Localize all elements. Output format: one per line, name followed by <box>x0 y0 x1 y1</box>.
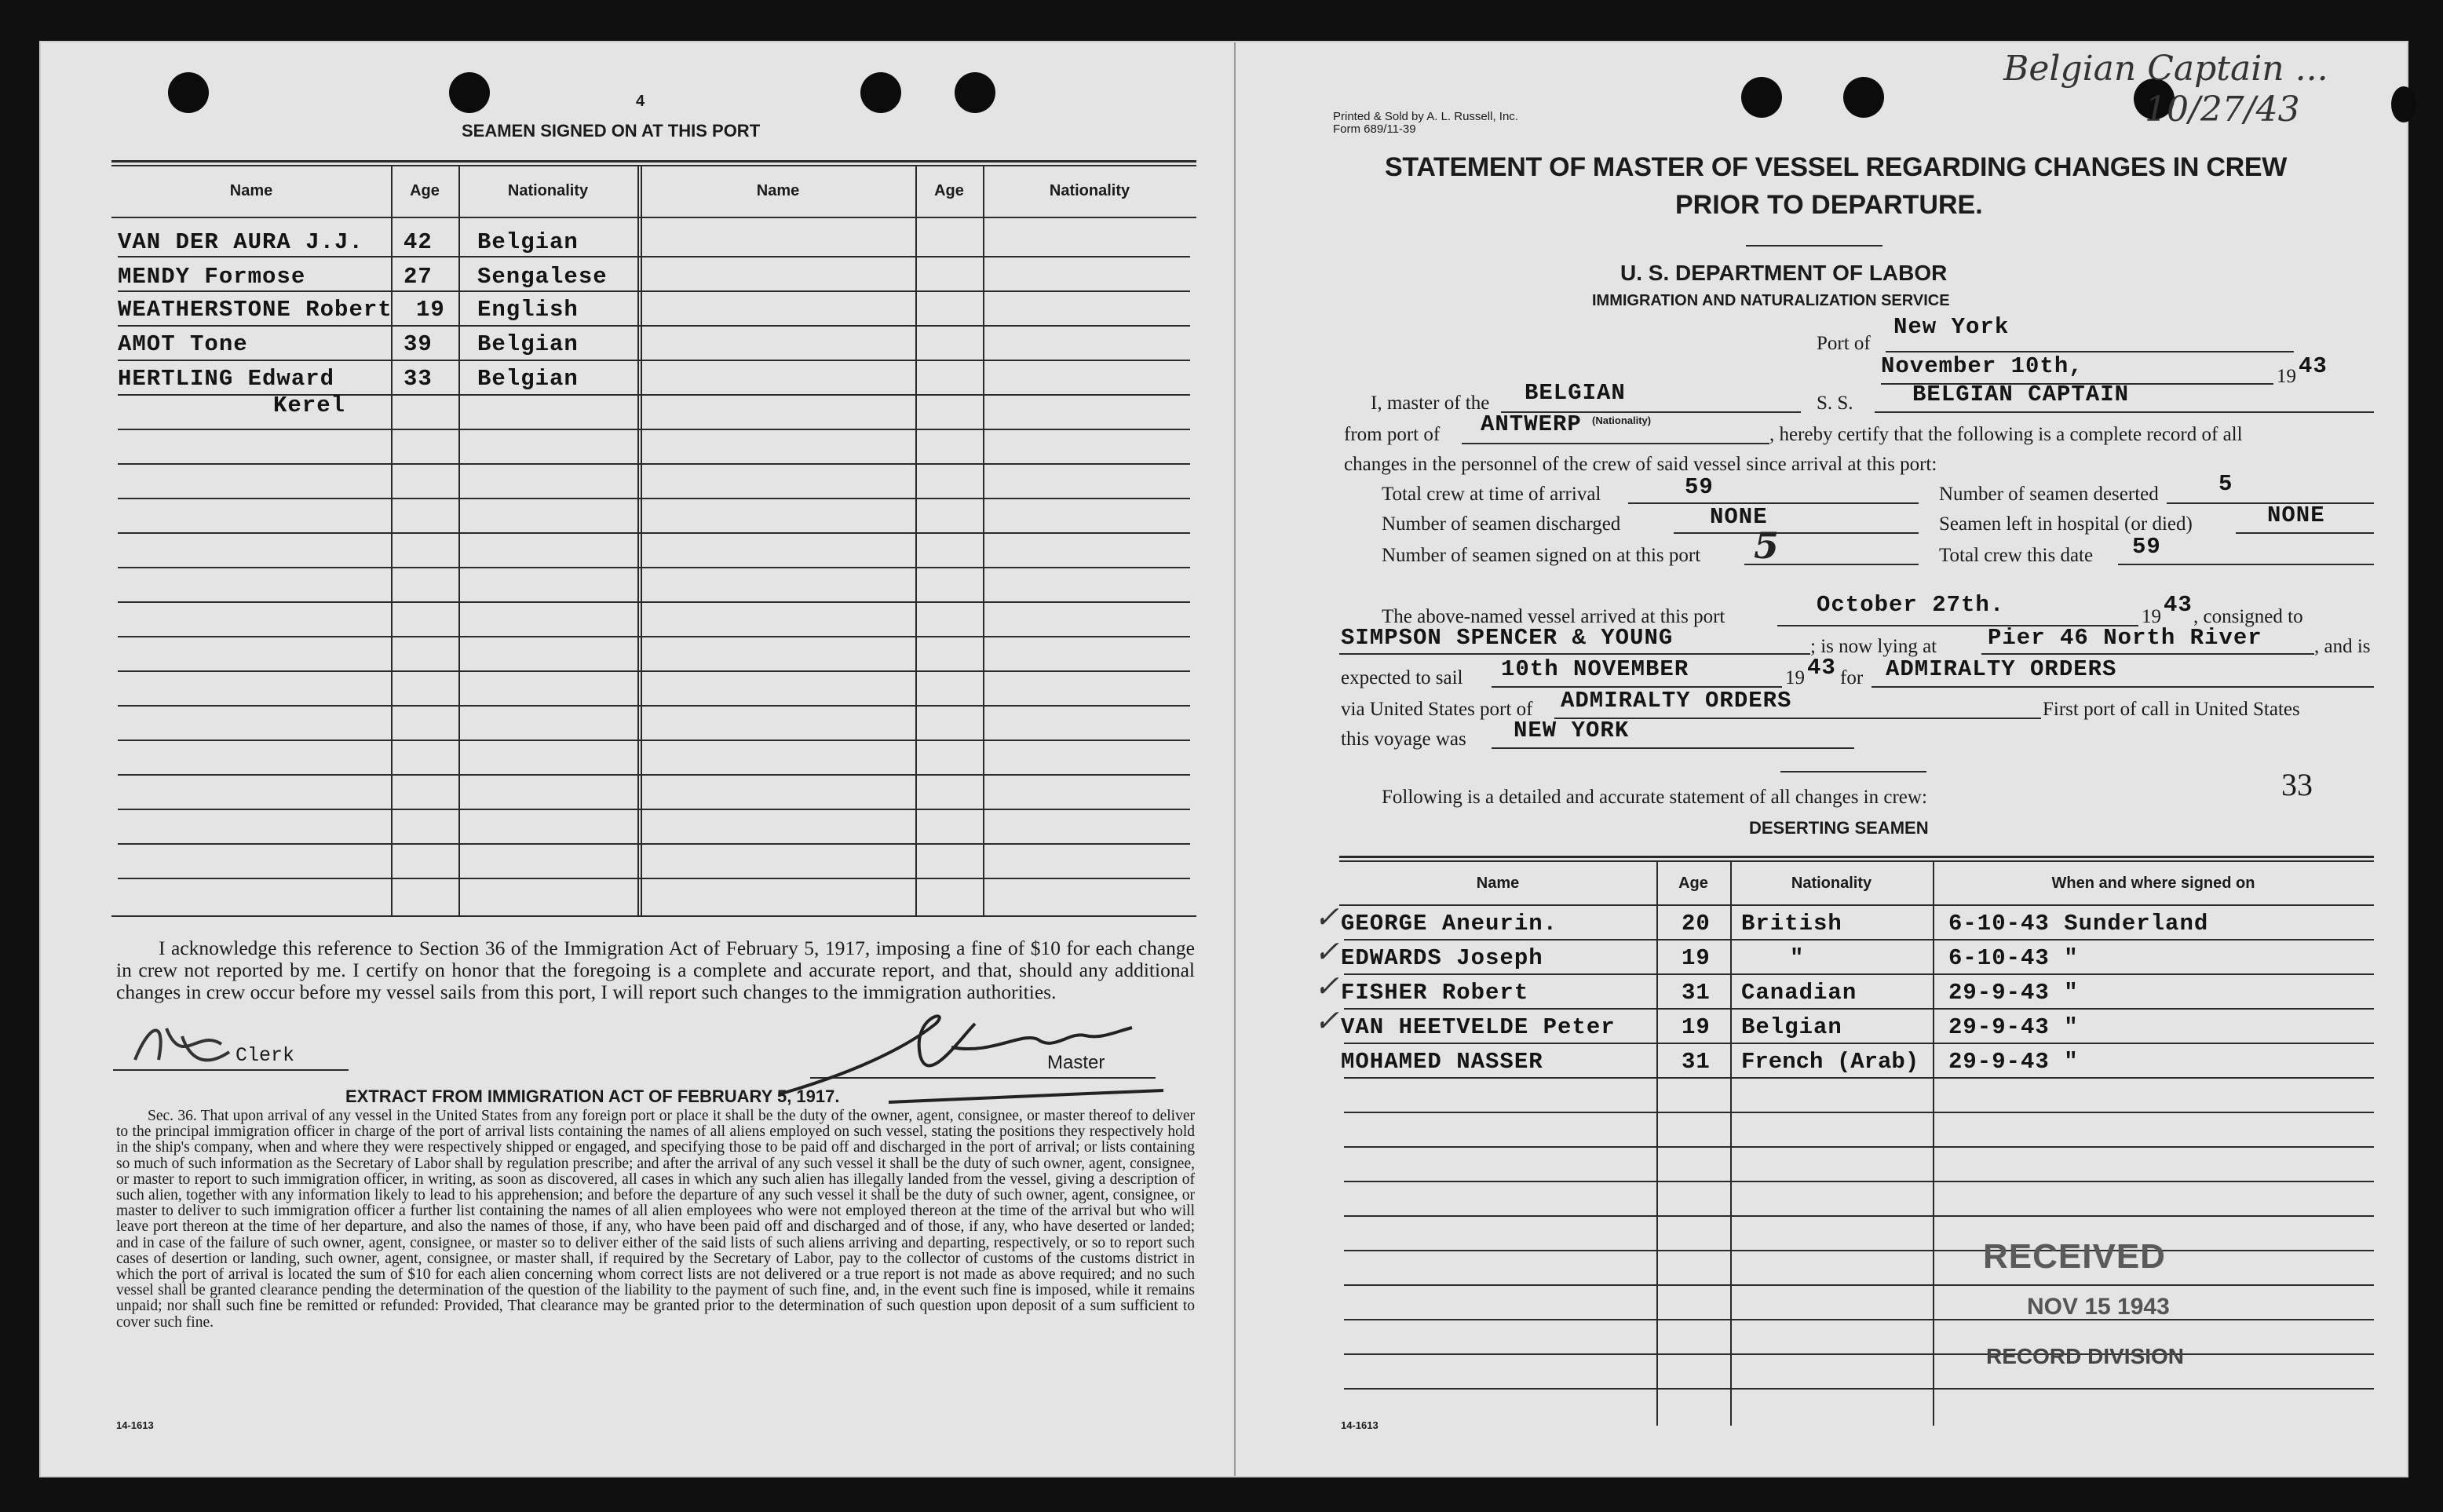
column-divider <box>391 165 393 915</box>
table-top-rule <box>1339 856 2374 858</box>
sail-year-value: 43 <box>1807 655 1836 681</box>
deserter-name: VAN HEETVELDE Peter <box>1341 1014 1616 1040</box>
seaman-name-continued: Kerel <box>273 393 346 418</box>
row-rule <box>118 429 1190 430</box>
page-number: 4 <box>636 93 645 110</box>
row-rule <box>118 532 1190 534</box>
row-rule <box>1344 1112 2374 1113</box>
table-top-rule <box>111 160 1196 163</box>
signed-on-label: Number of seamen signed on at this port <box>1382 545 1701 566</box>
seamen-discharged-label: Number of seamen discharged <box>1382 513 1621 535</box>
extract-text: Sec. 36. That upon arrival of any vessel in the United States from any foreign port or place it shall be the duty of the owner, agent, consignee, or master thereof to deliver to the principal immigration officer in charge of the port of arrival lists containing the names of all aliens employed on such vessel, stating the positions they respectively hold in the ship's company, when and where they were respectively shipped or engaged, and specifying those to be paid off and discharged in the port of arrival; or lists containing so much of such information as the Secretary of Labor shall by regulation prescribe; and after the arrival of any such vessel it shall be the duty of such owner, agent, consignee, or master to report to such immigration officer, in writing, as soon as discovered, all cases in which any such alien has illegally landed from the vessel, giving a description of such alien, together with any information likely to lead to his apprehension; and before the departure of any such vessel it shall be the duty of such owner, agent, consignee, or master to deliver to such immigration officer a further list containing the names of all alien employees who were not employed thereon at the time of the arrival but who will leave port thereon at the time of her departure, and also the names of those, if any, who have been paid off and discharged and of those, if any, who have deserted or landed; and in case of the failure of such owner, agent, consignee, or master so to deliver either of the said lists of such aliens arriving and departing, respectively, or so to report such cases of desertion or landing, such owner, agent, consignee, or master shall, if required by the Secretary of Labor, pay to the collector of customs of the customs district in which the port of arrival is located the sum of $10 for each alien concerning whom correct lists are not delivered or a true report is not made as above required; and no such vessel shall be granted clearance pending the determination of the question of the liability to the payment of such fine, and, in the event such fine is imposed, while it remains unpaid; nor shall such fine be remitted or refunded: Provided, That clearance may be granted prior to the determination of such question upon deposit of a sum sufficient to cover such fine. <box>116 1108 1195 1331</box>
row-rule <box>118 498 1190 499</box>
seaman-age: 33 <box>404 366 433 392</box>
voyage-value: NEW YORK <box>1514 718 1630 743</box>
row-rule <box>118 325 1190 327</box>
for-value: ADMIRALTY ORDERS <box>1886 656 2117 682</box>
first-port-label: First port of call in United States <box>2043 699 2300 720</box>
column-header-name: Name <box>1476 875 1520 892</box>
row-rule <box>118 636 1190 637</box>
year-value: 43 <box>2299 353 2328 379</box>
form-number: Form 689/11-39 <box>1333 122 1416 136</box>
port-label: Port of <box>1817 333 1871 354</box>
form-code: 14-1613 <box>1341 1419 1379 1431</box>
column-divider <box>641 165 642 915</box>
deserter-signed-on: 29-9-43 " <box>1948 1014 2079 1040</box>
arrived-label: The above-named vessel arrived at this port <box>1382 606 1725 627</box>
printer-line: Printed & Sold by A. L. Russell, Inc. <box>1333 110 1518 123</box>
document-page <box>39 41 2408 1477</box>
field-line <box>1492 747 1854 749</box>
row-rule <box>118 774 1190 776</box>
seamen-hospital-value: NONE <box>2267 502 2325 528</box>
row-rule <box>1344 1146 2374 1148</box>
row-rule <box>1344 1319 2374 1320</box>
row-rule <box>1344 1043 2374 1044</box>
port-field-line <box>1886 351 2294 352</box>
seaman-age: 39 <box>404 331 433 357</box>
seaman-nationality: Sengalese <box>477 264 608 290</box>
seaman-name: VAN DER AURA J.J. <box>118 229 363 255</box>
changes-text: changes in the personnel of the crew of said vessel since arrival at this port: <box>1344 454 1937 475</box>
row-rule <box>1344 1353 2374 1355</box>
service-name: IMMIGRATION AND NATURALIZATION SERVICE <box>1592 292 1950 309</box>
seamen-deserted-label: Number of seamen deserted <box>1939 484 2159 505</box>
record-division-stamp: RECORD DIVISION <box>1986 1344 2185 1368</box>
checkmark-icon: ✓ <box>1314 900 1339 934</box>
seaman-name: MENDY Formose <box>118 264 306 290</box>
lying-value: Pier 46 North River <box>1988 625 2262 651</box>
row-rule <box>1344 1077 2374 1079</box>
received-stamp: RECEIVED <box>1983 1237 2166 1276</box>
document-title: STATEMENT OF MASTER OF VESSEL REGARDING CHANGES IN CREW <box>1385 152 2287 182</box>
handwritten-note: Belgian Captain ... <box>2003 49 2328 89</box>
column-header-name: Name <box>756 182 800 199</box>
column-header-when-where: When and where signed on <box>2051 875 2255 892</box>
table-top-rule <box>1339 860 2374 862</box>
form-code: 14-1613 <box>116 1419 154 1431</box>
deserter-age: 31 <box>1682 1049 1711 1075</box>
row-rule <box>118 290 1190 292</box>
row-rule <box>118 567 1190 568</box>
for-label: for <box>1840 667 1864 688</box>
seaman-age: 27 <box>404 264 433 290</box>
deserter-signed-on: 6-10-43 Sunderland <box>1948 911 2209 937</box>
from-port-label: from port of <box>1344 424 1441 445</box>
deserter-age: 31 <box>1682 980 1711 1006</box>
document-title-line2: PRIOR TO DEPARTURE. <box>1675 190 1983 220</box>
number-33: 33 <box>2281 767 2313 802</box>
row-rule <box>118 705 1190 707</box>
ship-name-field-line <box>1875 411 2374 413</box>
row-rule <box>1344 973 2374 975</box>
title-underline <box>1746 245 1882 247</box>
department-name: U. S. DEPARTMENT OF LABOR <box>1620 261 1948 285</box>
column-header-name: Name <box>229 182 273 199</box>
table-header-rule <box>111 217 1196 218</box>
column-divider <box>458 165 460 915</box>
row-rule <box>1344 939 2374 940</box>
row-rule <box>118 670 1190 672</box>
deserter-nationality: Canadian <box>1741 980 1857 1006</box>
row-rule <box>118 601 1190 603</box>
seaman-age: 19 <box>416 297 445 323</box>
received-stamp-date: NOV 15 1943 <box>2027 1294 2170 1320</box>
arrival-year-value: 43 <box>2164 592 2193 618</box>
certify-text: , hereby certify that the following is a complete record of all <box>1769 424 2243 445</box>
row-rule <box>118 740 1190 741</box>
vessel-nationality-value: BELGIAN <box>1525 380 1626 406</box>
row-rule <box>1344 1388 2374 1390</box>
punch-hole <box>449 72 490 113</box>
row-rule <box>1344 1284 2374 1286</box>
column-divider <box>915 165 917 915</box>
clerk-label: Clerk <box>236 1044 295 1067</box>
field-line <box>1628 502 1919 504</box>
row-rule <box>1344 1215 2374 1217</box>
expected-value: 10th NOVEMBER <box>1501 656 1689 682</box>
column-header-age: Age <box>934 182 964 199</box>
column-divider <box>1933 860 1934 1426</box>
seaman-name: WEATHERSTONE Robert <box>118 297 393 323</box>
punch-hole <box>860 72 901 113</box>
deserter-age: 19 <box>1682 1014 1711 1040</box>
following-label: Following is a detailed and accurate statement of all changes in crew: <box>1382 787 1927 808</box>
punch-hole <box>1741 77 1782 118</box>
row-rule <box>118 463 1190 465</box>
row-rule <box>118 878 1190 879</box>
and-is-label: , and is <box>2314 636 2371 657</box>
via-label: via United States port of <box>1341 699 1533 720</box>
row-rule <box>118 360 1190 361</box>
seaman-nationality: Belgian <box>477 366 579 392</box>
row-rule <box>1344 1181 2374 1182</box>
table-header-rule <box>1339 904 2374 906</box>
master-of-label: I, master of the <box>1371 393 1490 414</box>
seaman-nationality: Belgian <box>477 331 579 357</box>
seaman-age: 42 <box>404 229 433 255</box>
row-rule <box>118 843 1190 845</box>
punch-hole <box>1843 77 1884 118</box>
deserter-name: GEORGE Aneurin. <box>1341 911 1558 937</box>
field-line <box>1872 686 2374 688</box>
fold-line <box>1234 42 1236 1476</box>
date-value: November 10th, <box>1881 353 2083 379</box>
deserting-heading: DESERTING SEAMEN <box>1749 818 1929 838</box>
deserter-name: FISHER Robert <box>1341 980 1529 1006</box>
seamen-discharged-value: NONE <box>1710 504 1768 530</box>
nationality-hint: (Nationality) <box>1592 415 1652 426</box>
from-port-value: ANTWERP <box>1481 411 1582 437</box>
seamen-deserted-value: 5 <box>2218 471 2233 497</box>
column-header-age: Age <box>410 182 440 199</box>
port-value: New York <box>1893 314 2010 340</box>
deserter-age: 20 <box>1682 911 1711 937</box>
deserter-signed-on: 29-9-43 " <box>1948 1049 2079 1075</box>
seaman-name: AMOT Tone <box>118 331 248 357</box>
total-crew-arrival-value: 59 <box>1685 474 1714 500</box>
deserter-nationality: British <box>1741 911 1842 937</box>
column-divider <box>983 165 984 915</box>
handwritten-date: 10/27/43 <box>2145 89 2300 130</box>
field-line <box>1981 653 2314 655</box>
total-crew-arrival-label: Total crew at time of arrival <box>1382 484 1601 505</box>
punch-hole <box>168 72 209 113</box>
ss-label: S. S. <box>1817 393 1853 414</box>
column-header-nationality: Nationality <box>1049 182 1130 199</box>
column-header-nationality: Nationality <box>507 182 589 199</box>
seaman-nationality: Belgian <box>477 229 579 255</box>
sail-year-prefix: 19 <box>1785 667 1805 688</box>
ship-name-value: BELGIAN CAPTAIN <box>1912 382 2130 407</box>
column-header-nationality: Nationality <box>1791 875 1872 892</box>
year-prefix: 19 <box>2277 366 2296 387</box>
lying-label: ; is now lying at <box>1810 636 1937 657</box>
arrived-value: October 27th. <box>1817 592 2005 618</box>
row-rule <box>1344 1008 2374 1010</box>
consigned-label: , consigned to <box>2193 606 2303 627</box>
deserter-nationality: Belgian <box>1741 1014 1842 1040</box>
voyage-label: this voyage was <box>1341 729 1466 750</box>
field-line <box>2236 532 2374 534</box>
deserter-age: 19 <box>1682 945 1711 971</box>
deserter-nationality: French (Arab) <box>1741 1049 1919 1075</box>
row-rule <box>1344 1250 2374 1251</box>
expected-label: expected to sail <box>1341 667 1463 688</box>
checkmark-icon: ✓ <box>1314 934 1339 969</box>
field-line <box>1339 653 1810 655</box>
field-line <box>1674 532 1919 534</box>
deserter-name: MOHAMED NASSER <box>1341 1049 1543 1075</box>
deserter-signed-on: 6-10-43 " <box>1948 945 2079 971</box>
row-rule <box>118 256 1190 257</box>
column-divider <box>1656 860 1658 1426</box>
total-crew-date-label: Total crew this date <box>1939 545 2094 566</box>
punch-hole <box>2391 86 2416 122</box>
column-divider <box>637 165 639 915</box>
seamen-hospital-label: Seamen left in hospital (or died) <box>1939 513 2193 535</box>
arrival-year-prefix: 19 <box>2142 606 2161 627</box>
extract-title: EXTRACT FROM IMMIGRATION ACT OF FEBRUARY 5, 1917. <box>345 1087 840 1106</box>
clerk-initials-signature <box>127 1013 237 1096</box>
punch-hole <box>955 72 995 113</box>
checkmark-icon: ✓ <box>1314 969 1339 1003</box>
seaman-name: HERTLING Edward <box>118 366 335 392</box>
consignee-value: SIMPSON SPENCER & YOUNG <box>1341 625 1674 651</box>
total-crew-date-value: 59 <box>2132 534 2161 560</box>
table-top-rule <box>111 165 1196 166</box>
field-line <box>2118 564 2374 565</box>
from-port-field-line <box>1462 443 1769 444</box>
seaman-nationality: English <box>477 297 579 323</box>
signed-on-heading: SEAMEN SIGNED ON AT THIS PORT <box>462 121 761 141</box>
table-bottom-rule <box>111 915 1196 917</box>
master-label: Master <box>1047 1052 1105 1073</box>
deserter-nationality: " <box>1790 945 1805 971</box>
checkmark-icon: ✓ <box>1314 1003 1339 1038</box>
via-value: ADMIRALTY ORDERS <box>1561 688 1792 714</box>
column-header-age: Age <box>1678 875 1708 892</box>
deserter-name: EDWARDS Joseph <box>1341 945 1543 971</box>
divider-line <box>1780 771 1926 772</box>
row-rule <box>118 809 1190 810</box>
acknowledgement-text: I acknowledge this reference to Section 36 of the Immigration Act of February 5, 1917, imposing a fine of $10 for each change in crew not reported by me. I certify on honor that the foregoing is a complete and accurate report, and that, should any additional changes in crew occur before my vessel sails from this port, I will report such changes to the immigration authorities. <box>116 937 1195 1003</box>
deserter-signed-on: 29-9-43 " <box>1948 980 2079 1006</box>
column-divider <box>1730 860 1732 1426</box>
signed-on-value: 5 <box>1754 524 1780 567</box>
